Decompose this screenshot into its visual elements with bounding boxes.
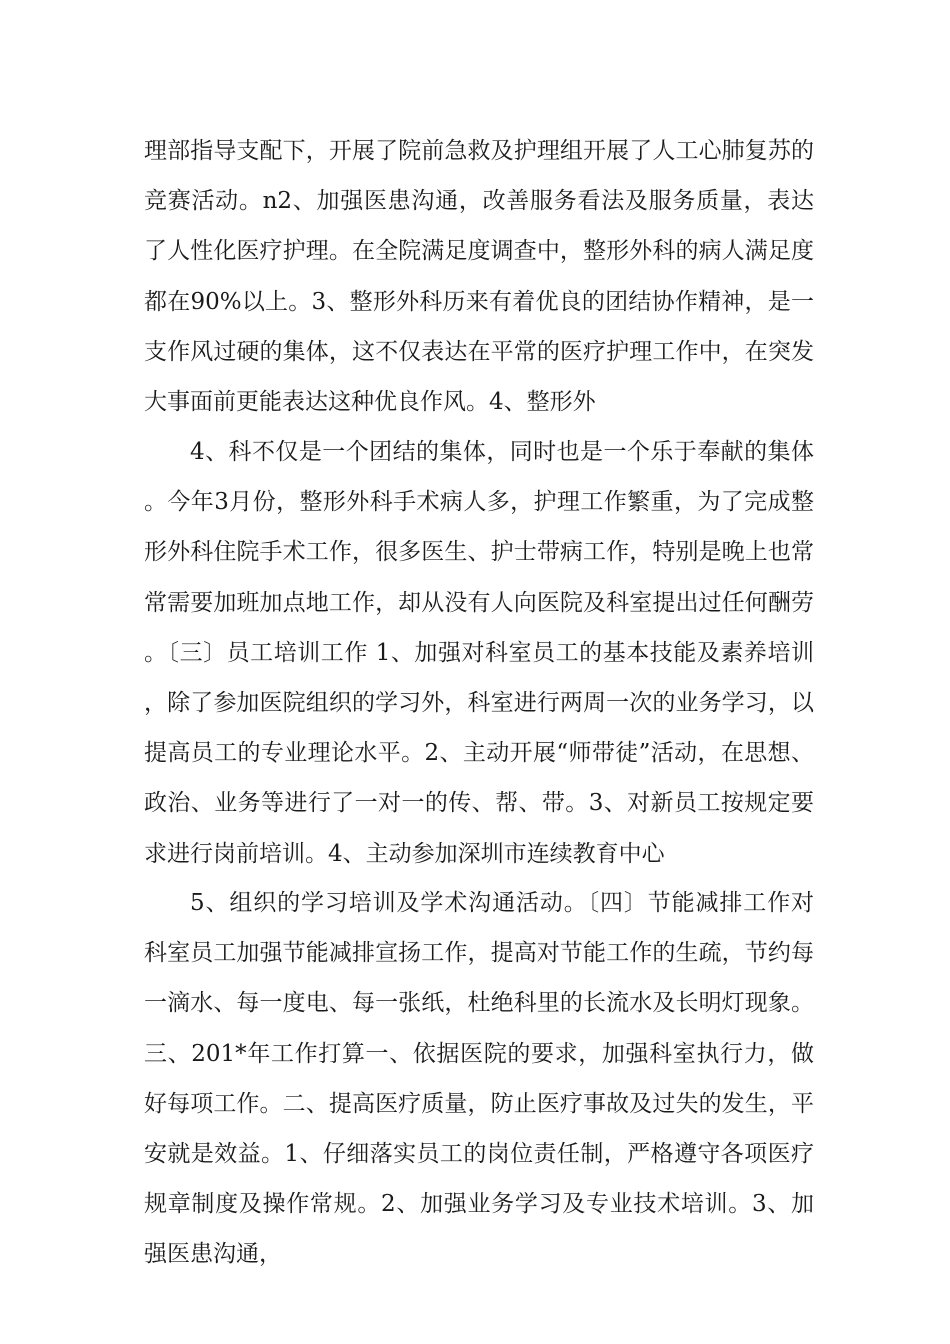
paragraph-2: 4、科不仅是一个团结的集体，同时也是一个乐于奉献的集体。今年3月份，整形外科手术病人多，护理工作繁重，为了完成整形外科住院手术工作，很多医生、护士带病工作，特别是晚上也常常需要加班加点地工作，却从没有人向医院及科室提出过任何酬劳。〔三〕员工培训工作 1、加强对科室员工的基本技能及素养培训，除了参加医院组织的学习外，科室进行两周一次的业务学习，以提高员工的专业理论水平。2、主动开展“师带徒”活动，在思想、政治、业务等进行了一对一的传、帮、带。3、对新员工按规定要求进行岗前培训。4、主动参加深圳市连续教育中心: [144, 439, 814, 867]
paragraph-1: 理部指导支配下，开展了院前急救及护理组开展了人工心肺复苏的竞赛活动。n2、加强医患沟通，改善服务看法及服务质量，表达了人性化医疗护理。在全院满足度调查中，整形外科的病人满足度都在90%以上。3、整形外科历来有着优良的团结协作精神，是一支作风过硬的集体，这不仅表达在平常的医疗护理工作中，在突发大事面前更能表达这种优良作风。4、整形外: [144, 138, 814, 416]
paragraph-3: 5、组织的学习培训及学术沟通活动。〔四〕节能减排工作对科室员工加强节能减排宣扬工作，提高对节能工作的生疏，节约每一滴水、每一度电、每一张纸，杜绝科里的长流水及长明灯现象。三、201*年工作打算一、依据医院的要求，加强科室执行力，做好每项工作。二、提高医疗质量，防止医疗事故及过失的发生，平安就是效益。1、仔细落实员工的岗位责任制，严格遵守各项医疗规章制度及操作常规。2、加强业务学习及专业技术培训。3、加强医患沟通，: [144, 890, 814, 1268]
